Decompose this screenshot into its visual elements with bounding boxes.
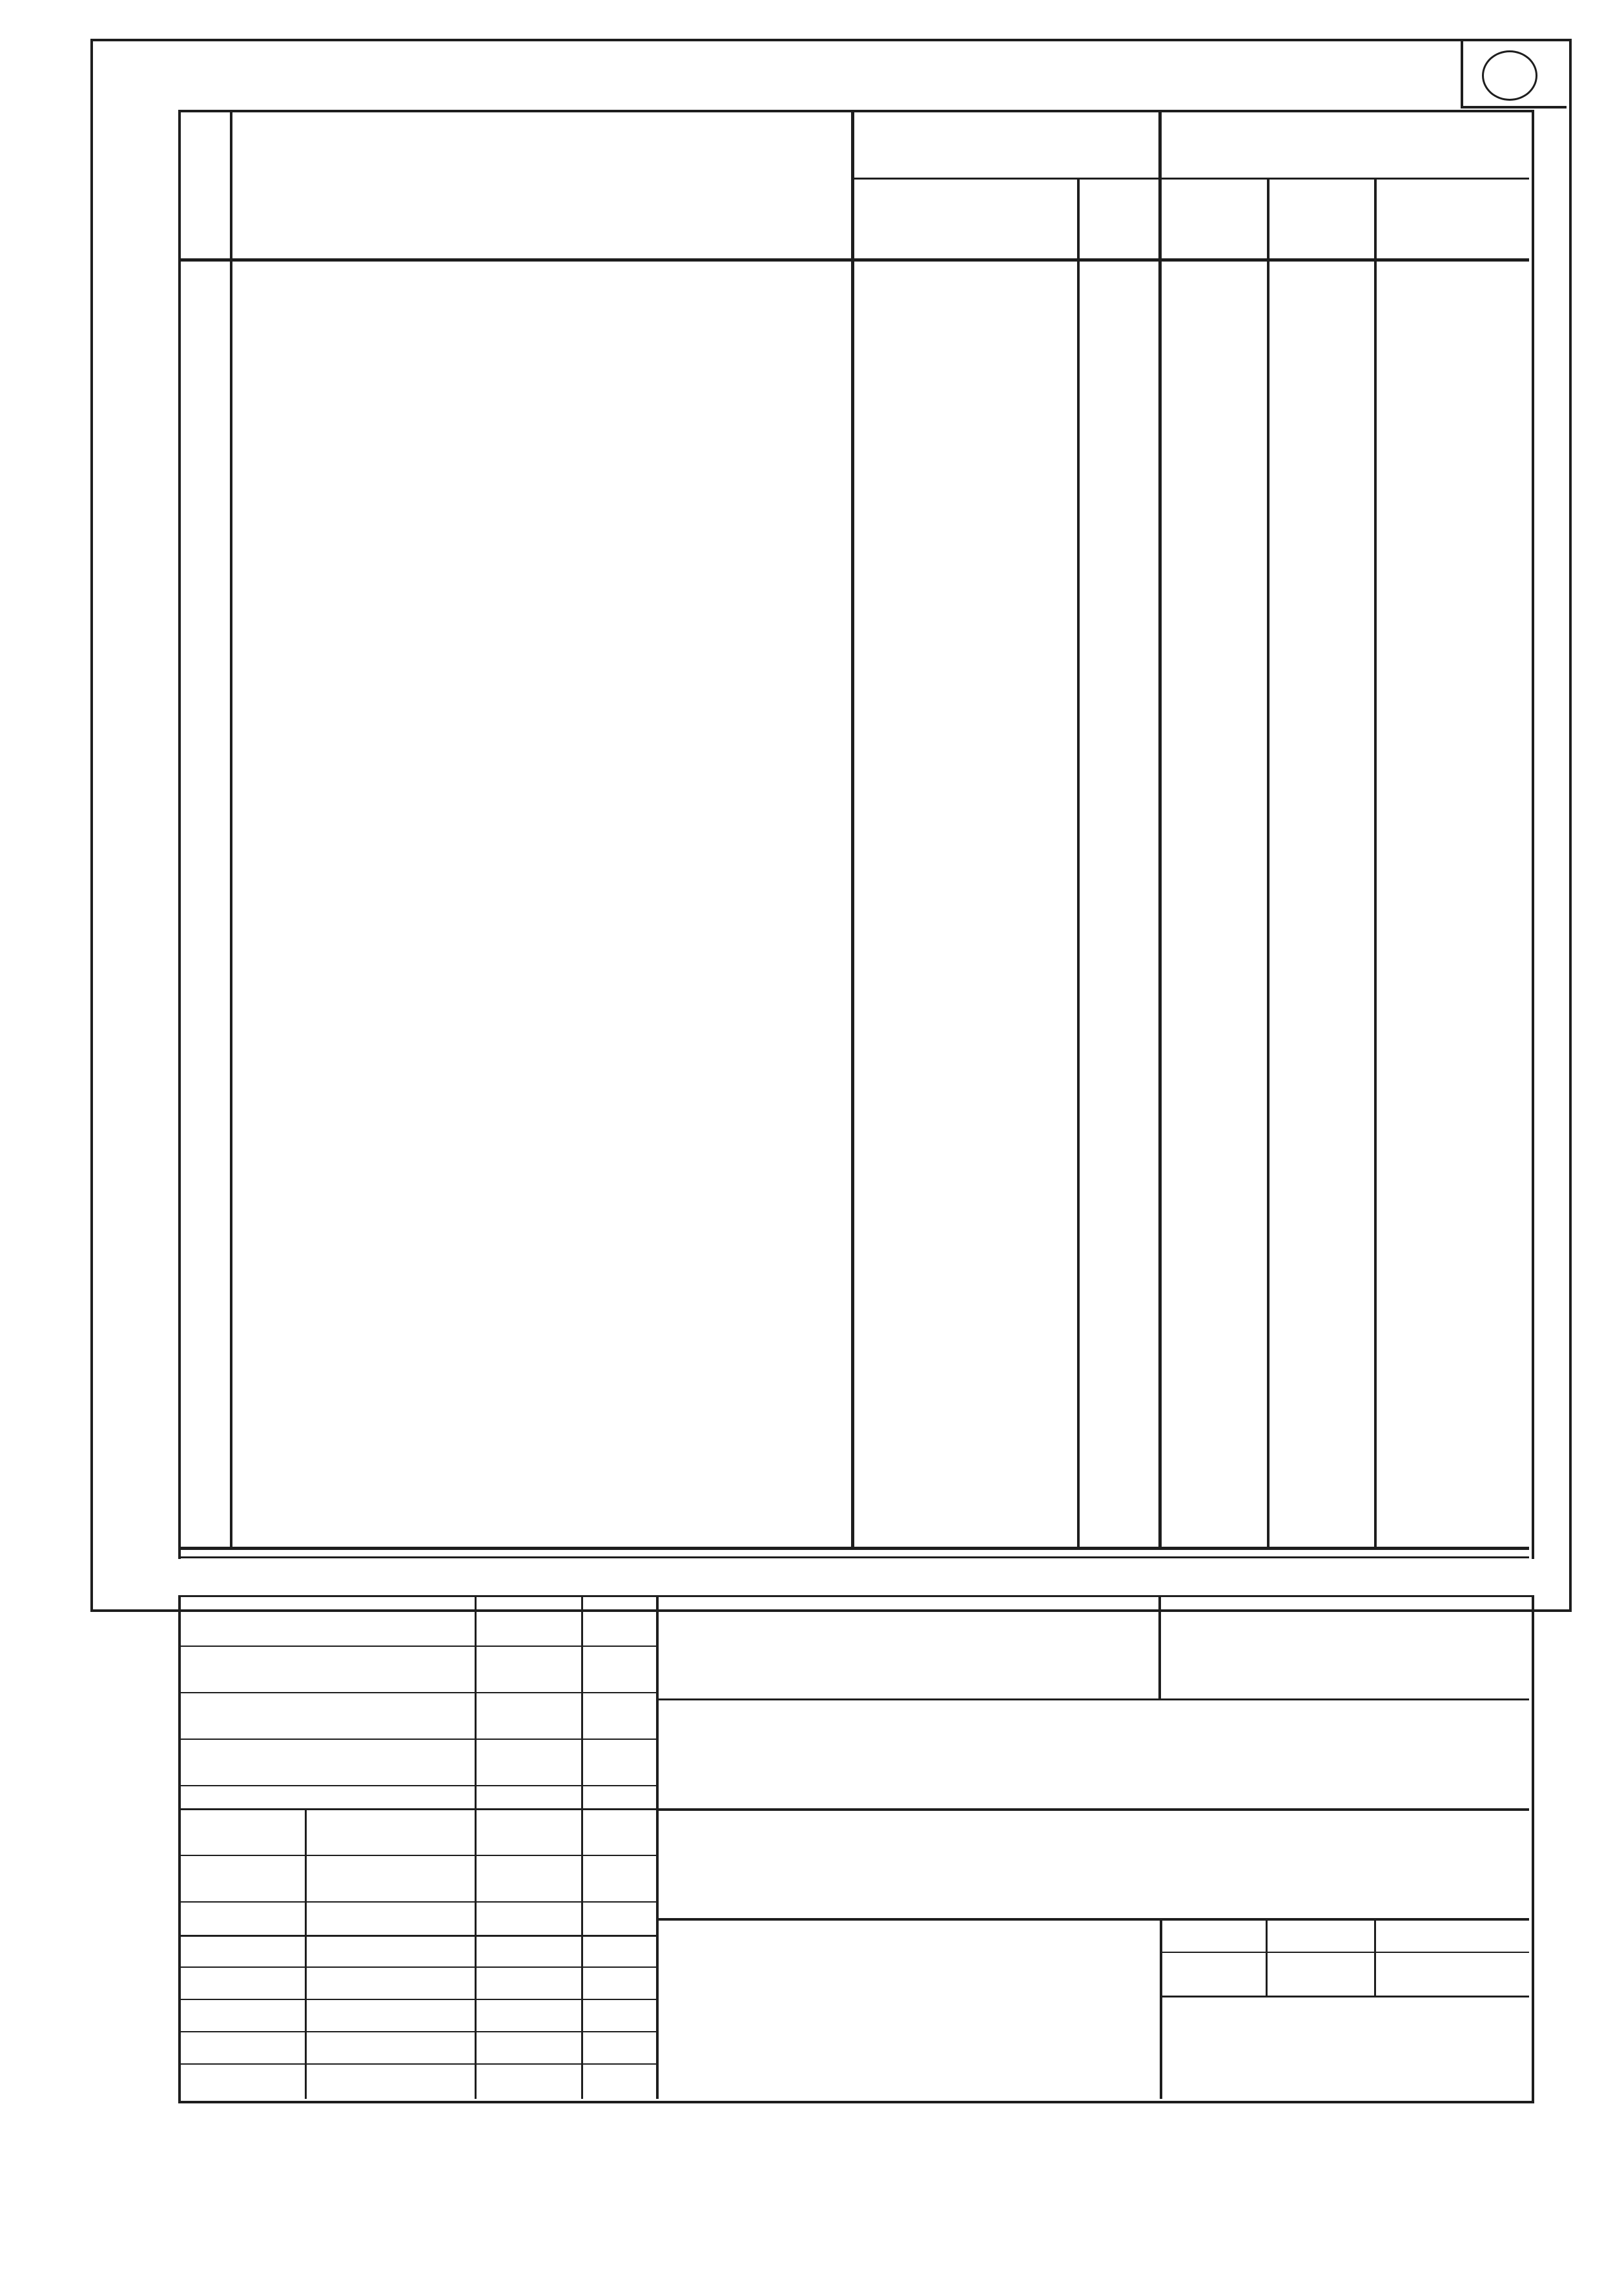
page-number (1482, 50, 1537, 101)
title-block (178, 1595, 1534, 2103)
main-table (178, 110, 1534, 1559)
